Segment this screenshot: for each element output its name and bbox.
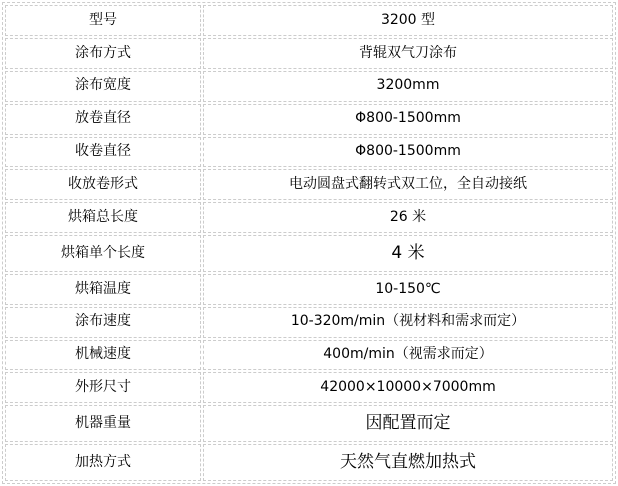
spec-value-cell: 26 米 (203, 202, 613, 233)
spec-label-cell: 涂布宽度 (5, 71, 201, 102)
spec-label-cell: 外形尺寸 (5, 372, 201, 403)
spec-value-cell: 4 米 (203, 235, 613, 272)
table-row (5, 235, 613, 272)
table-row (5, 340, 613, 371)
spec-label-cell: 收卷直径 (5, 137, 201, 168)
table-row (5, 169, 613, 200)
table-row (5, 444, 613, 481)
table-row (5, 307, 613, 338)
spec-value-cell: 10-320m/min（视材料和需求而定） (203, 307, 613, 338)
spec-value-cell: 天然气直燃加热式 (203, 444, 613, 481)
spec-value-cell: 3200mm (203, 71, 613, 102)
spec-value-cell: 电动圆盘式翻转式双工位，全自动接纸 (203, 169, 613, 200)
table-row (5, 274, 613, 305)
table-row (5, 71, 613, 102)
spec-table (2, 2, 616, 484)
spec-label-cell: 烘箱温度 (5, 274, 201, 305)
spec-label-cell: 涂布方式 (5, 38, 201, 69)
spec-label-cell: 收放卷形式 (5, 169, 201, 200)
table-row (5, 202, 613, 233)
spec-value-cell: Φ800-1500mm (203, 137, 613, 168)
spec-value-cell: Φ800-1500mm (203, 104, 613, 135)
table-row (5, 104, 613, 135)
spec-label-cell: 涂布速度 (5, 307, 201, 338)
spec-label-cell: 型号 (5, 5, 201, 36)
spec-label-cell: 烘箱单个长度 (5, 235, 201, 272)
table-row (5, 405, 613, 442)
spec-label-cell: 加热方式 (5, 444, 201, 481)
spec-label-cell: 机械速度 (5, 340, 201, 371)
spec-value-cell: 42000×10000×7000mm (203, 372, 613, 403)
spec-value-cell: 背辊双气刀涂布 (203, 38, 613, 69)
spec-value-cell: 因配置而定 (203, 405, 613, 442)
spec-label-cell: 烘箱总长度 (5, 202, 201, 233)
table-row (5, 372, 613, 403)
spec-value-cell: 400m/min（视需求而定） (203, 340, 613, 371)
spec-value-cell: 3200 型 (203, 5, 613, 36)
spec-label-cell: 放卷直径 (5, 104, 201, 135)
table-row (5, 5, 613, 36)
table-row (5, 137, 613, 168)
spec-label-cell: 机器重量 (5, 405, 201, 442)
spec-table-body (5, 5, 613, 481)
spec-value-cell: 10-150℃ (203, 274, 613, 305)
table-row (5, 38, 613, 69)
